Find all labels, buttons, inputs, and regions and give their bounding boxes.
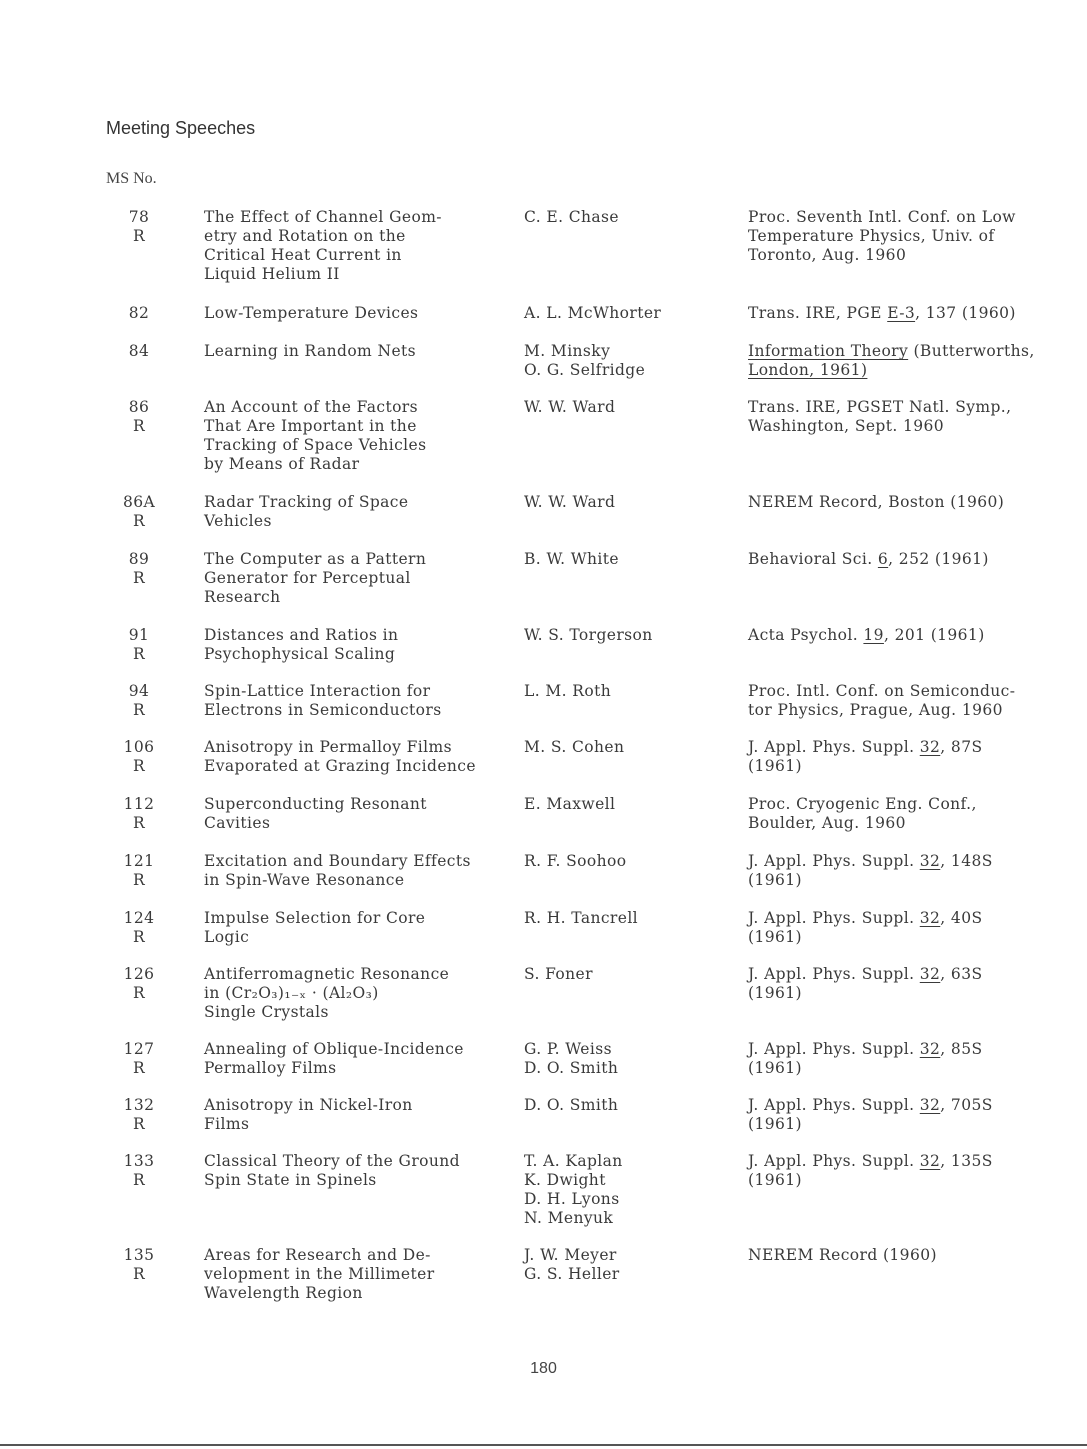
ms-number: 86A R	[122, 493, 156, 530]
publication-reference	[748, 1096, 1083, 1134]
speech-title: Distances and Ratios in Psychophysical Scaling	[204, 626, 399, 663]
publication-line: Temperature Physics, Univ. of	[748, 227, 995, 245]
page-heading: Meeting Speeches	[106, 118, 256, 138]
speech-authors: J. W. Meyer G. S. Heller	[524, 1246, 620, 1283]
speech-authors: L. M. Roth	[524, 682, 612, 700]
publication-line: Proc. Seventh Intl. Conf. on Low	[748, 208, 1016, 226]
speech-authors: D. O. Smith	[524, 1096, 619, 1114]
speech-title: Low-Temperature Devices	[204, 304, 419, 322]
publication-line: Information Theory (Butterworths,	[748, 342, 1035, 360]
ms-number: 91 R	[128, 626, 150, 663]
ms-number: 86 R	[128, 398, 150, 435]
publication-line: J. Appl. Phys. Suppl. 32, 705S	[748, 1096, 993, 1114]
publication-line: tor Physics, Prague, Aug. 1960	[748, 701, 1003, 719]
speech-title: Anisotropy in Permalloy Films Evaporated at Grazing Incidence	[204, 738, 476, 775]
publication-reference	[748, 304, 1083, 323]
publication-reference	[748, 626, 1083, 645]
speech-authors: M. Minsky O. G. Selfridge	[524, 342, 646, 379]
publication-line: (1961)	[748, 1059, 802, 1077]
ms-number: 89 R	[128, 550, 150, 587]
publication-line: (1961)	[748, 757, 802, 775]
publication-line: (1961)	[748, 928, 802, 946]
publication-line: Behavioral Sci. 6, 252 (1961)	[748, 550, 989, 568]
speech-authors: R. H. Tancrell	[524, 909, 639, 927]
speech-authors: S. Foner	[524, 965, 593, 983]
ms-number: 78 R	[128, 208, 150, 245]
publication-line: J. Appl. Phys. Suppl. 32, 148S	[748, 852, 993, 870]
publication-line: J. Appl. Phys. Suppl. 32, 85S	[748, 1040, 983, 1058]
ms-number: 135 R	[123, 1246, 155, 1283]
publication-line: J. Appl. Phys. Suppl. 32, 40S	[748, 909, 983, 927]
speech-title: Antiferromagnetic Resonance in (Cr₂O₃)₁₋ₓ · (Al₂O₃) Single Crystals	[204, 965, 450, 1021]
page-number: 180	[530, 1360, 557, 1377]
publication-reference	[748, 795, 1083, 833]
speech-title: The Computer as a Pattern Generator for Perceptual Research	[204, 550, 427, 606]
ms-number: 121 R	[123, 852, 155, 889]
publication-line: Toronto, Aug. 1960	[748, 246, 907, 264]
publication-reference	[748, 1152, 1083, 1190]
speech-title: Annealing of Oblique-Incidence Permalloy Films	[204, 1040, 464, 1077]
publication-reference	[748, 342, 1083, 380]
speech-authors: M. S. Cohen	[524, 738, 625, 756]
publication-line: NEREM Record (1960)	[748, 1246, 937, 1264]
publication-line: (1961)	[748, 871, 802, 889]
ms-number: 126 R	[123, 965, 155, 1002]
publication-reference	[748, 965, 1083, 1003]
publication-reference	[748, 1040, 1083, 1078]
speech-title: An Account of the Factors That Are Important in the Tracking of Space Vehicles by Means of Radar	[204, 398, 427, 473]
speech-title: Superconducting Resonant Cavities	[204, 795, 427, 832]
publication-reference	[748, 852, 1083, 890]
ms-number: 112 R	[123, 795, 155, 832]
speech-authors: R. F. Soohoo	[524, 852, 627, 870]
speech-title: Anisotropy in Nickel-Iron Films	[204, 1096, 413, 1133]
speech-title: Spin-Lattice Interaction for Electrons in Semiconductors	[204, 682, 442, 719]
speech-authors: T. A. Kaplan K. Dwight D. H. Lyons N. Menyuk	[524, 1152, 623, 1227]
speech-authors: G. P. Weiss D. O. Smith	[524, 1040, 619, 1077]
speech-authors: W. W. Ward	[524, 398, 616, 416]
publication-reference	[748, 682, 1083, 720]
ms-number-column-label: MS No.	[106, 170, 157, 187]
ms-number: 82	[128, 304, 150, 322]
speech-title: Radar Tracking of Space Vehicles	[204, 493, 409, 530]
publication-line: (1961)	[748, 1171, 802, 1189]
publication-reference	[748, 493, 1083, 512]
publication-reference	[748, 398, 1083, 436]
publication-reference	[748, 909, 1083, 947]
speech-title: The Effect of Channel Geom- etry and Rotation on the Critical Heat Current in Liquid Helium II	[204, 208, 442, 283]
speech-authors: B. W. White	[524, 550, 619, 568]
speech-title: Excitation and Boundary Effects in Spin-Wave Resonance	[204, 852, 471, 889]
publication-line: Proc. Cryogenic Eng. Conf.,	[748, 795, 977, 813]
ms-number: 133 R	[123, 1152, 155, 1189]
publication-line: Boulder, Aug. 1960	[748, 814, 906, 832]
ms-number: 127 R	[123, 1040, 155, 1077]
ms-number: 124 R	[123, 909, 155, 946]
speech-authors: A. L. McWhorter	[524, 304, 662, 322]
publication-line: NEREM Record, Boston (1960)	[748, 493, 1005, 511]
speech-title: Impulse Selection for Core Logic	[204, 909, 426, 946]
ms-number: 94 R	[128, 682, 150, 719]
publication-reference	[748, 738, 1083, 776]
publication-line: Washington, Sept. 1960	[748, 417, 945, 435]
publication-line: Acta Psychol. 19, 201 (1961)	[748, 626, 985, 644]
publication-reference	[748, 550, 1083, 569]
speech-authors: E. Maxwell	[524, 795, 616, 813]
publication-line: J. Appl. Phys. Suppl. 32, 87S	[748, 738, 983, 756]
publication-line: J. Appl. Phys. Suppl. 32, 135S	[748, 1152, 993, 1170]
publication-line: Trans. IRE, PGSET Natl. Symp.,	[748, 398, 1012, 416]
ms-number: 132 R	[123, 1096, 155, 1133]
publication-line: Proc. Intl. Conf. on Semiconduc-	[748, 682, 1016, 700]
speech-authors: W. W. Ward	[524, 493, 616, 511]
ms-number: 106 R	[123, 738, 155, 775]
speech-title: Classical Theory of the Ground Spin State in Spinels	[204, 1152, 460, 1189]
publication-line: (1961)	[748, 984, 802, 1002]
publication-reference	[748, 1246, 1083, 1265]
publication-line: London, 1961)	[748, 361, 868, 379]
publication-line: (1961)	[748, 1115, 802, 1133]
speech-title: Learning in Random Nets	[204, 342, 417, 360]
publication-reference	[748, 208, 1083, 265]
speech-authors: C. E. Chase	[524, 208, 619, 226]
bottom-rule	[0, 1444, 1087, 1446]
publication-line: J. Appl. Phys. Suppl. 32, 63S	[748, 965, 983, 983]
publication-line: Trans. IRE, PGE E-3, 137 (1960)	[748, 304, 1016, 322]
speech-authors: W. S. Torgerson	[524, 626, 653, 644]
ms-number: 84	[128, 342, 150, 360]
speech-title: Areas for Research and De- velopment in the Millimeter Wavelength Region	[204, 1246, 435, 1302]
